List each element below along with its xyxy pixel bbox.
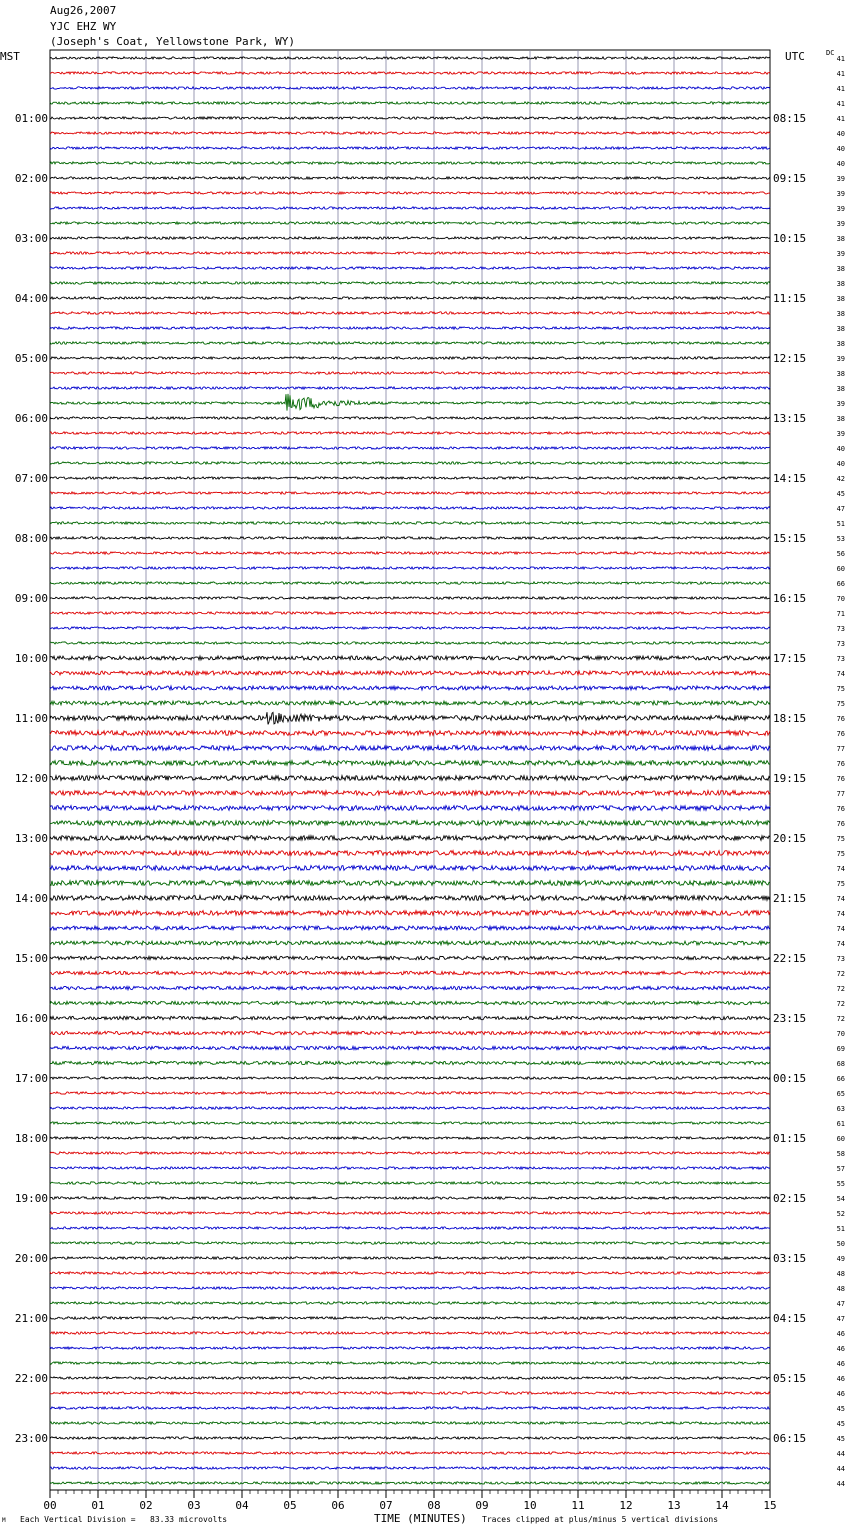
corner-mark: M (2, 1517, 6, 1524)
trace-row (50, 387, 770, 389)
dc-offset-label: 38 (836, 280, 845, 288)
right-timezone-label: UTC (785, 50, 805, 63)
trace-row (50, 597, 770, 599)
right-hour-label: 08:15 (773, 112, 807, 125)
dc-offset-label: 73 (836, 625, 845, 633)
trace-row (50, 537, 770, 539)
dc-offset-label: 40 (836, 130, 845, 138)
dc-offset-label: 39 (836, 400, 845, 408)
dc-offset-label: 55 (836, 1180, 845, 1188)
trace-row (50, 1077, 770, 1079)
trace-row (50, 1422, 770, 1424)
dc-offset-label: 70 (836, 1030, 845, 1038)
trace-row (50, 132, 770, 134)
dc-offset-label: 76 (836, 805, 845, 813)
left-hour-label: 10:00 (14, 652, 48, 665)
left-hour-label: 18:00 (14, 1132, 48, 1145)
trace-row (50, 327, 770, 329)
dc-offset-label: 63 (836, 1105, 845, 1113)
right-hour-label: 16:15 (773, 592, 807, 605)
left-hour-label: 23:00 (14, 1432, 48, 1445)
right-hour-label: 04:15 (773, 1312, 807, 1325)
trace-row (50, 627, 770, 629)
dc-offset-label: 47 (836, 505, 845, 513)
dc-offset-label: 53 (836, 535, 845, 543)
dc-offset-label: 75 (836, 685, 845, 693)
dc-offset-label: 40 (836, 145, 845, 153)
trace-row (50, 222, 770, 224)
x-tick-label: 14 (715, 1499, 729, 1512)
left-hour-label: 04:00 (14, 292, 48, 305)
trace-row (50, 567, 770, 569)
left-hour-label: 17:00 (14, 1072, 48, 1085)
dc-offset-label: 74 (836, 865, 845, 873)
trace-row (50, 117, 770, 119)
x-tick-label: 03 (187, 1499, 201, 1512)
dc-offset-label: 49 (836, 1255, 845, 1263)
dc-offset-label: 41 (836, 100, 845, 108)
trace-row (50, 1407, 770, 1409)
x-tick-label: 13 (667, 1499, 681, 1512)
dc-offset-label: 45 (836, 490, 845, 498)
right-hour-label: 20:15 (773, 832, 807, 845)
dc-offset-label: 73 (836, 640, 845, 648)
dc-offset-label: 44 (836, 1465, 845, 1473)
dc-offset-label: 40 (836, 160, 845, 168)
trace-row (50, 896, 770, 901)
dc-offset-label: 75 (836, 880, 845, 888)
trace-row (50, 1031, 770, 1034)
dc-offset-label: 38 (836, 295, 845, 303)
dc-offset-label: 47 (836, 1300, 845, 1308)
dc-offset-label: 74 (836, 940, 845, 948)
dc-offset-label: 70 (836, 595, 845, 603)
dc-offset-label: 51 (836, 1225, 845, 1233)
trace-row (50, 372, 770, 374)
trace-row (50, 821, 770, 826)
dc-offset-label: 41 (836, 70, 845, 78)
left-hour-label: 05:00 (14, 352, 48, 365)
x-tick-label: 01 (91, 1499, 105, 1512)
dc-offset-label: 76 (836, 730, 845, 738)
x-tick-label: 04 (235, 1499, 249, 1512)
trace-row (50, 1061, 770, 1064)
dc-offset-label: 73 (836, 655, 845, 663)
trace-row (50, 971, 770, 974)
trace-row (50, 806, 770, 811)
vertical-scale-note: Each Vertical Division = 83.33 microvolts (20, 1515, 228, 1524)
dc-offset-label: 61 (836, 1120, 845, 1128)
dc-offset-label: 77 (836, 745, 845, 753)
x-tick-label: 11 (571, 1499, 585, 1512)
trace-row (50, 1317, 770, 1319)
right-hour-label: 15:15 (773, 532, 807, 545)
dc-offset-label: 38 (836, 325, 845, 333)
trace-row (50, 1272, 770, 1274)
dc-offset-label: 39 (836, 175, 845, 183)
left-hour-label: 03:00 (14, 232, 48, 245)
dc-offset-label: 57 (836, 1165, 845, 1173)
left-hour-label: 20:00 (14, 1252, 48, 1265)
dc-offset-label: 40 (836, 445, 845, 453)
dc-offset-label: 39 (836, 430, 845, 438)
dc-offset-label: 39 (836, 355, 845, 363)
trace-row (50, 357, 770, 359)
dc-offset-label: 75 (836, 850, 845, 858)
dc-offset-label: 75 (836, 835, 845, 843)
trace-row (50, 507, 770, 509)
dc-offset-label: 75 (836, 700, 845, 708)
trace-row (50, 342, 770, 344)
trace-row (50, 1452, 770, 1454)
dc-offset-label: 76 (836, 820, 845, 828)
trace-row (50, 712, 770, 724)
trace-row (50, 851, 770, 856)
trace-row (50, 1482, 770, 1484)
trace-row (50, 791, 770, 796)
left-hour-label: 11:00 (14, 712, 48, 725)
trace-row (50, 686, 770, 690)
trace-row (50, 207, 770, 209)
dc-offset-label: 39 (836, 250, 845, 258)
station-code: YJC EHZ WY (50, 20, 117, 33)
dc-offset-label: 76 (836, 775, 845, 783)
trace-row (50, 1167, 770, 1169)
trace-row (50, 162, 770, 164)
trace-row (50, 102, 770, 104)
trace-row (50, 866, 770, 871)
trace-row (50, 671, 770, 675)
trace-row (50, 394, 770, 411)
dc-offset-label: 54 (836, 1195, 845, 1203)
dc-offset-label: 46 (836, 1390, 845, 1398)
x-tick-label: 15 (763, 1499, 777, 1512)
dc-offset-label: 38 (836, 370, 845, 378)
dc-offset-label: 38 (836, 235, 845, 243)
plot-date: Aug26,2007 (50, 4, 117, 17)
dc-offset-label: 41 (836, 55, 845, 63)
dc-offset-label: 74 (836, 670, 845, 678)
trace-row (50, 1107, 770, 1109)
left-hour-label: 01:00 (14, 112, 48, 125)
trace-row (50, 297, 770, 299)
left-hour-label: 19:00 (14, 1192, 48, 1205)
dc-offset-label: 76 (836, 715, 845, 723)
trace-row (50, 492, 770, 494)
dc-offset-label: 48 (836, 1270, 845, 1278)
dc-offset-label: 71 (836, 610, 845, 618)
x-tick-label: 00 (43, 1499, 57, 1512)
trace-row (50, 72, 770, 74)
trace-row (50, 177, 770, 179)
trace-row (50, 192, 770, 194)
dc-offset-label: 39 (836, 190, 845, 198)
left-hour-label: 12:00 (14, 772, 48, 785)
dc-offset-label: 44 (836, 1480, 845, 1488)
left-timezone-label: MST (0, 50, 20, 63)
dc-header-label: DC (826, 49, 835, 57)
dc-offset-label: 73 (836, 955, 845, 963)
dc-offset-label: 41 (836, 85, 845, 93)
left-hour-label: 02:00 (14, 172, 48, 185)
dc-offset-label: 46 (836, 1360, 845, 1368)
dc-offset-label: 45 (836, 1435, 845, 1443)
dc-offset-label: 72 (836, 970, 845, 978)
trace-row (50, 1392, 770, 1394)
trace-row (50, 1362, 770, 1364)
trace-row (50, 1467, 770, 1469)
trace-row (50, 1122, 770, 1124)
trace-row (50, 642, 770, 644)
x-axis-title: TIME (MINUTES) (374, 1512, 467, 1525)
trace-row (50, 1287, 770, 1289)
right-hour-label: 21:15 (773, 892, 807, 905)
trace-row (50, 746, 770, 751)
left-hour-label: 21:00 (14, 1312, 48, 1325)
dc-offset-label: 58 (836, 1150, 845, 1158)
trace-row (50, 462, 770, 464)
trace-row (50, 237, 770, 239)
right-hour-label: 19:15 (773, 772, 807, 785)
right-hour-label: 11:15 (773, 292, 807, 305)
dc-offset-label: 77 (836, 790, 845, 798)
right-hour-label: 10:15 (773, 232, 807, 245)
trace-row (50, 1257, 770, 1259)
right-hour-label: 02:15 (773, 1192, 807, 1205)
left-hour-label: 16:00 (14, 1012, 48, 1025)
left-hour-label: 09:00 (14, 592, 48, 605)
trace-row (50, 477, 770, 479)
trace-row (50, 252, 770, 254)
trace-row (50, 836, 770, 841)
dc-offset-label: 68 (836, 1060, 845, 1068)
dc-offset-label: 42 (836, 475, 845, 483)
trace-row (50, 1182, 770, 1184)
dc-offset-label: 38 (836, 310, 845, 318)
trace-row (50, 57, 770, 59)
right-hour-label: 12:15 (773, 352, 807, 365)
trace-row (50, 881, 770, 886)
dc-offset-label: 48 (836, 1285, 845, 1293)
trace-row (50, 656, 770, 660)
dc-offset-label: 51 (836, 520, 845, 528)
trace-row (50, 956, 770, 959)
right-hour-label: 23:15 (773, 1012, 807, 1025)
dc-offset-label: 60 (836, 565, 845, 573)
trace-row (50, 612, 770, 614)
trace-row (50, 1332, 770, 1334)
dc-offset-label: 72 (836, 985, 845, 993)
x-tick-label: 09 (475, 1499, 489, 1512)
right-hour-label: 13:15 (773, 412, 807, 425)
trace-row (50, 1046, 770, 1049)
trace-row (50, 1152, 770, 1154)
dc-offset-label: 46 (836, 1330, 845, 1338)
trace-row (50, 911, 770, 916)
dc-offset-label: 52 (836, 1210, 845, 1218)
right-hour-label: 00:15 (773, 1072, 807, 1085)
dc-offset-label: 38 (836, 265, 845, 273)
right-hour-label: 03:15 (773, 1252, 807, 1265)
trace-row (50, 1227, 770, 1229)
dc-offset-label: 41 (836, 115, 845, 123)
x-tick-label: 02 (139, 1499, 153, 1512)
dc-offset-label: 47 (836, 1315, 845, 1323)
x-tick-label: 06 (331, 1499, 345, 1512)
clip-note: Traces clipped at plus/minus 5 vertical divisions (482, 1515, 719, 1524)
left-hour-label: 15:00 (14, 952, 48, 965)
dc-offset-label: 72 (836, 1000, 845, 1008)
dc-offset-label: 40 (836, 460, 845, 468)
trace-row (50, 1092, 770, 1094)
dc-offset-label: 66 (836, 580, 845, 588)
x-tick-label: 10 (523, 1499, 537, 1512)
left-hour-label: 06:00 (14, 412, 48, 425)
dc-offset-label: 69 (836, 1045, 845, 1053)
dc-offset-label: 38 (836, 415, 845, 423)
dc-offset-label: 74 (836, 895, 845, 903)
trace-row (50, 1302, 770, 1304)
dc-offset-label: 46 (836, 1345, 845, 1353)
trace-row (50, 731, 770, 736)
trace-row (50, 267, 770, 269)
left-hour-label: 13:00 (14, 832, 48, 845)
dc-offset-label: 72 (836, 1015, 845, 1023)
dc-offset-label: 39 (836, 220, 845, 228)
dc-offset-label: 74 (836, 910, 845, 918)
left-hour-label: 08:00 (14, 532, 48, 545)
trace-row (50, 282, 770, 284)
right-hour-label: 09:15 (773, 172, 807, 185)
trace-row (50, 147, 770, 149)
right-hour-label: 18:15 (773, 712, 807, 725)
x-tick-label: 05 (283, 1499, 297, 1512)
x-tick-label: 08 (427, 1499, 441, 1512)
dc-offset-label: 45 (836, 1405, 845, 1413)
trace-row (50, 522, 770, 524)
trace-row (50, 701, 770, 705)
right-hour-label: 05:15 (773, 1372, 807, 1385)
dc-offset-label: 74 (836, 925, 845, 933)
trace-row (50, 447, 770, 449)
right-hour-label: 22:15 (773, 952, 807, 965)
trace-row (50, 552, 770, 554)
dc-offset-label: 76 (836, 760, 845, 768)
trace-row (50, 1377, 770, 1379)
left-hour-label: 22:00 (14, 1372, 48, 1385)
station-location: (Joseph's Coat, Yellowstone Park, WY) (50, 35, 296, 48)
trace-row (50, 1212, 770, 1214)
trace-row (50, 986, 770, 989)
left-hour-label: 14:00 (14, 892, 48, 905)
trace-row (50, 417, 770, 419)
dc-offset-label: 38 (836, 385, 845, 393)
dc-offset-label: 65 (836, 1090, 845, 1098)
trace-row (50, 776, 770, 781)
dc-offset-label: 46 (836, 1375, 845, 1383)
trace-row (50, 761, 770, 766)
trace-row (50, 1137, 770, 1139)
left-hour-label: 07:00 (14, 472, 48, 485)
trace-row (50, 432, 770, 434)
trace-row (50, 312, 770, 314)
dc-offset-label: 50 (836, 1240, 845, 1248)
dc-offset-label: 45 (836, 1420, 845, 1428)
right-hour-label: 06:15 (773, 1432, 807, 1445)
dc-offset-label: 66 (836, 1075, 845, 1083)
right-hour-label: 14:15 (773, 472, 807, 485)
trace-row (50, 1197, 770, 1199)
trace-row (50, 1016, 770, 1019)
dc-offset-label: 56 (836, 550, 845, 558)
trace-row (50, 1437, 770, 1439)
trace-row (50, 582, 770, 584)
right-hour-label: 17:15 (773, 652, 807, 665)
dc-offset-label: 38 (836, 340, 845, 348)
trace-row (50, 1242, 770, 1244)
dc-offset-label: 60 (836, 1135, 845, 1143)
trace-row (50, 87, 770, 89)
trace-row (50, 926, 770, 930)
right-hour-label: 01:15 (773, 1132, 807, 1145)
trace-row (50, 1347, 770, 1349)
trace-row (50, 1001, 770, 1004)
x-tick-label: 07 (379, 1499, 393, 1512)
dc-offset-label: 44 (836, 1450, 845, 1458)
trace-row (50, 941, 770, 945)
dc-offset-label: 39 (836, 205, 845, 213)
x-tick-label: 12 (619, 1499, 633, 1512)
